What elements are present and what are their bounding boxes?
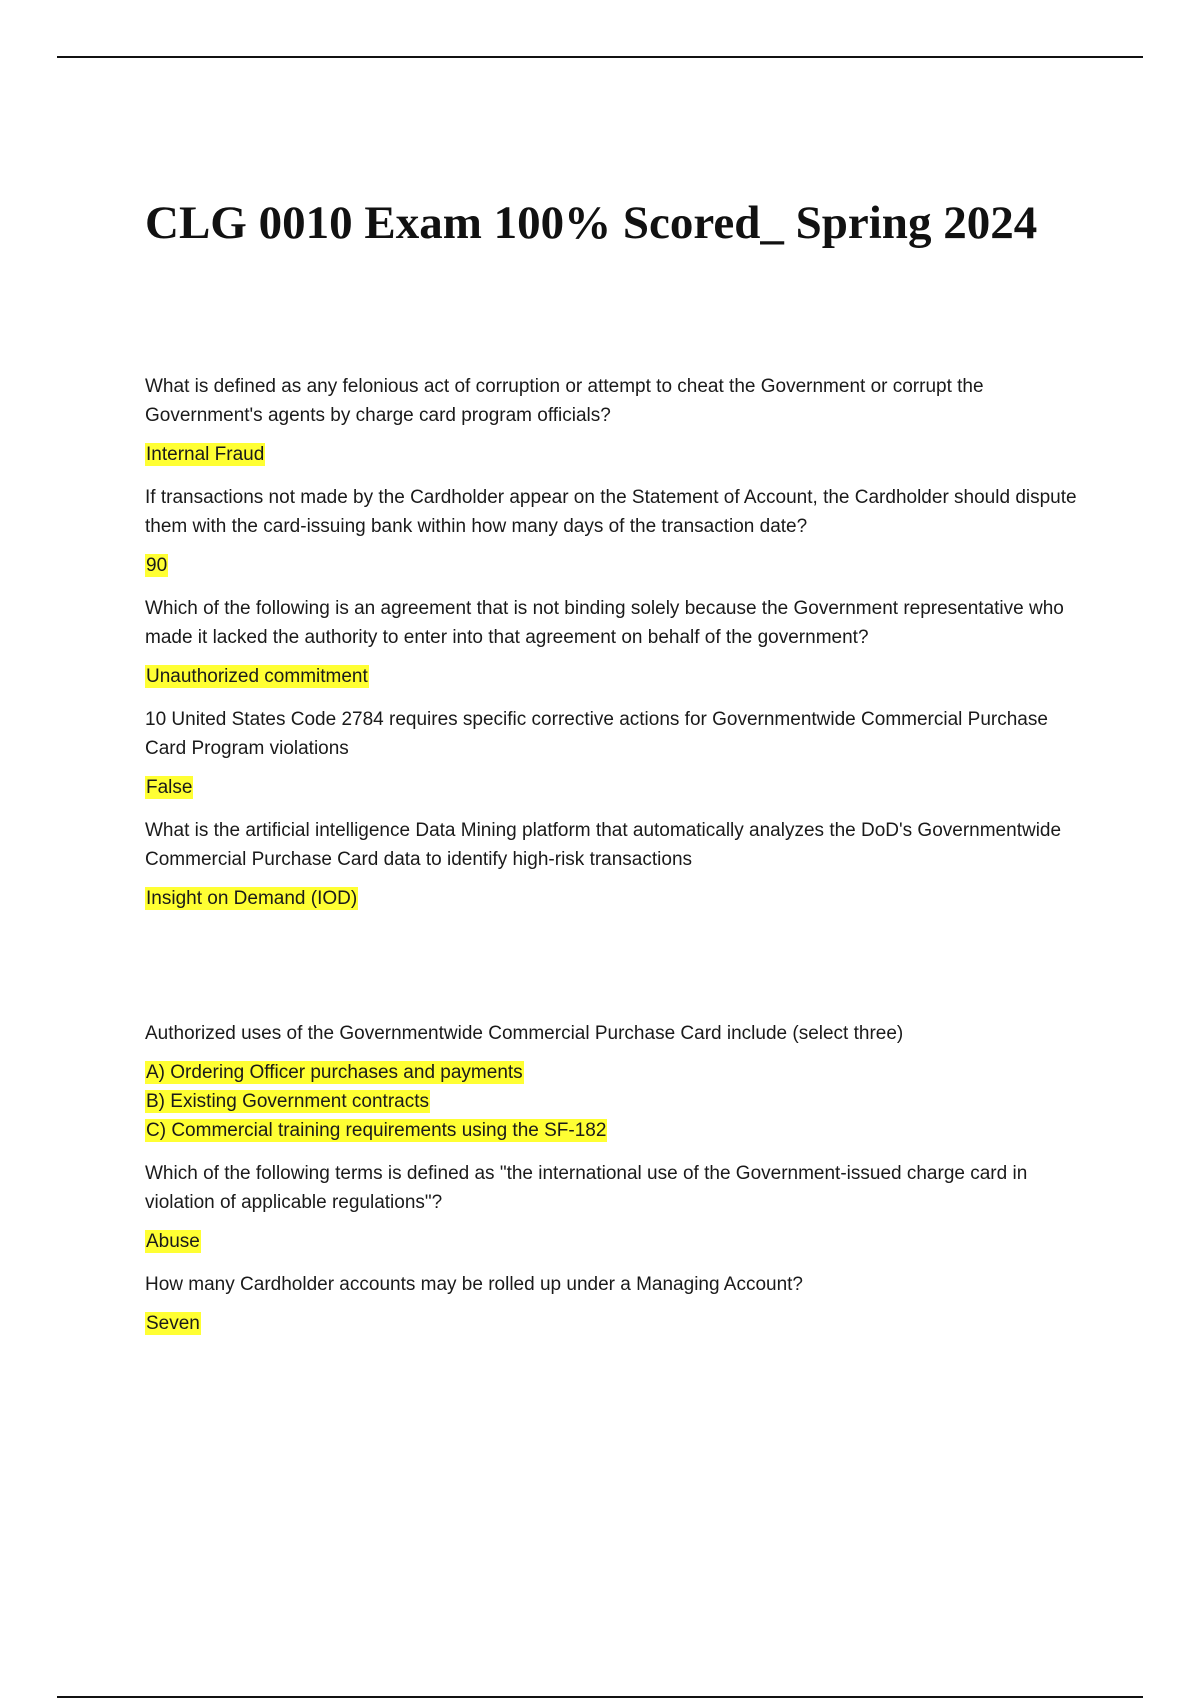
highlighted-answer: Unauthorized commitment xyxy=(146,666,368,688)
answer-block xyxy=(145,440,1080,469)
qa-item-6 xyxy=(145,1019,1080,1145)
highlighted-answer: Seven xyxy=(146,1313,200,1335)
top-rule xyxy=(57,56,1143,58)
highlighted-answer: 90 xyxy=(146,555,168,577)
question-text: Which of the following is an agreement that is not binding solely because the Government representative who made it lacked the authority to enter into that agreement on behalf of the government? xyxy=(145,598,1064,649)
qa-item-7 xyxy=(145,1159,1080,1256)
answer-text xyxy=(145,773,1080,802)
answer-text xyxy=(145,1116,1080,1145)
answer-text xyxy=(145,440,1080,469)
answer-text xyxy=(145,1058,1080,1087)
highlighted-answer: Internal Fraud xyxy=(146,444,265,466)
document-body xyxy=(145,196,1080,1352)
highlighted-answer: False xyxy=(146,777,193,799)
document-title: CLG 0010 Exam 100% Scored_ Spring 2024 xyxy=(145,197,1038,249)
qa-item-4 xyxy=(145,705,1080,802)
answer-text xyxy=(145,1309,1080,1338)
highlighted-answer: Abuse xyxy=(146,1231,200,1253)
answer-text xyxy=(145,1227,1080,1256)
question-text: Which of the following terms is defined as "the international use of the Government-issued charge card in violation of applicable regulations"? xyxy=(145,1163,1028,1214)
highlighted-answer: Insight on Demand (IOD) xyxy=(146,888,358,910)
qa-item-8 xyxy=(145,1270,1080,1338)
answer-text xyxy=(145,1087,1080,1116)
highlighted-answer: A) Ordering Officer purchases and payments xyxy=(146,1062,523,1084)
answer-block xyxy=(145,551,1080,580)
answer-block xyxy=(145,884,1080,913)
answer-block xyxy=(145,773,1080,802)
qa-item-1 xyxy=(145,372,1080,469)
answer-text xyxy=(145,551,1080,580)
qa-item-5 xyxy=(145,816,1080,913)
answer-block xyxy=(145,662,1080,691)
question-text: What is defined as any felonious act of corruption or attempt to cheat the Government or corrupt the Government's agents by charge card program officials? xyxy=(145,376,984,427)
answer-text xyxy=(145,884,1080,913)
highlighted-answer: C) Commercial training requirements using the SF-182 xyxy=(146,1120,607,1142)
question-list xyxy=(145,372,1080,1338)
question-text: Authorized uses of the Governmentwide Commercial Purchase Card include (select three) xyxy=(145,1023,904,1045)
question-text: How many Cardholder accounts may be rolled up under a Managing Account? xyxy=(145,1274,803,1296)
qa-item-3 xyxy=(145,594,1080,691)
answer-block xyxy=(145,1058,1080,1145)
answer-text xyxy=(145,662,1080,691)
bottom-rule xyxy=(57,1696,1143,1698)
question-text: What is the artificial intelligence Data Mining platform that automatically analyzes the DoD's Governmentwide Commercial Purchase Card data to identify high-risk transactions xyxy=(145,820,1062,871)
question-text: 10 United States Code 2784 requires specific corrective actions for Governmentwide Commercial Purchase Card Program violations xyxy=(145,709,1048,760)
question-text: If transactions not made by the Cardholder appear on the Statement of Account, the Cardholder should dispute them with the card-issuing bank within how many days of the transaction date? xyxy=(145,487,1077,538)
answer-block xyxy=(145,1227,1080,1256)
qa-item-2 xyxy=(145,483,1080,580)
answer-block xyxy=(145,1309,1080,1338)
highlighted-answer: B) Existing Government contracts xyxy=(146,1091,429,1113)
